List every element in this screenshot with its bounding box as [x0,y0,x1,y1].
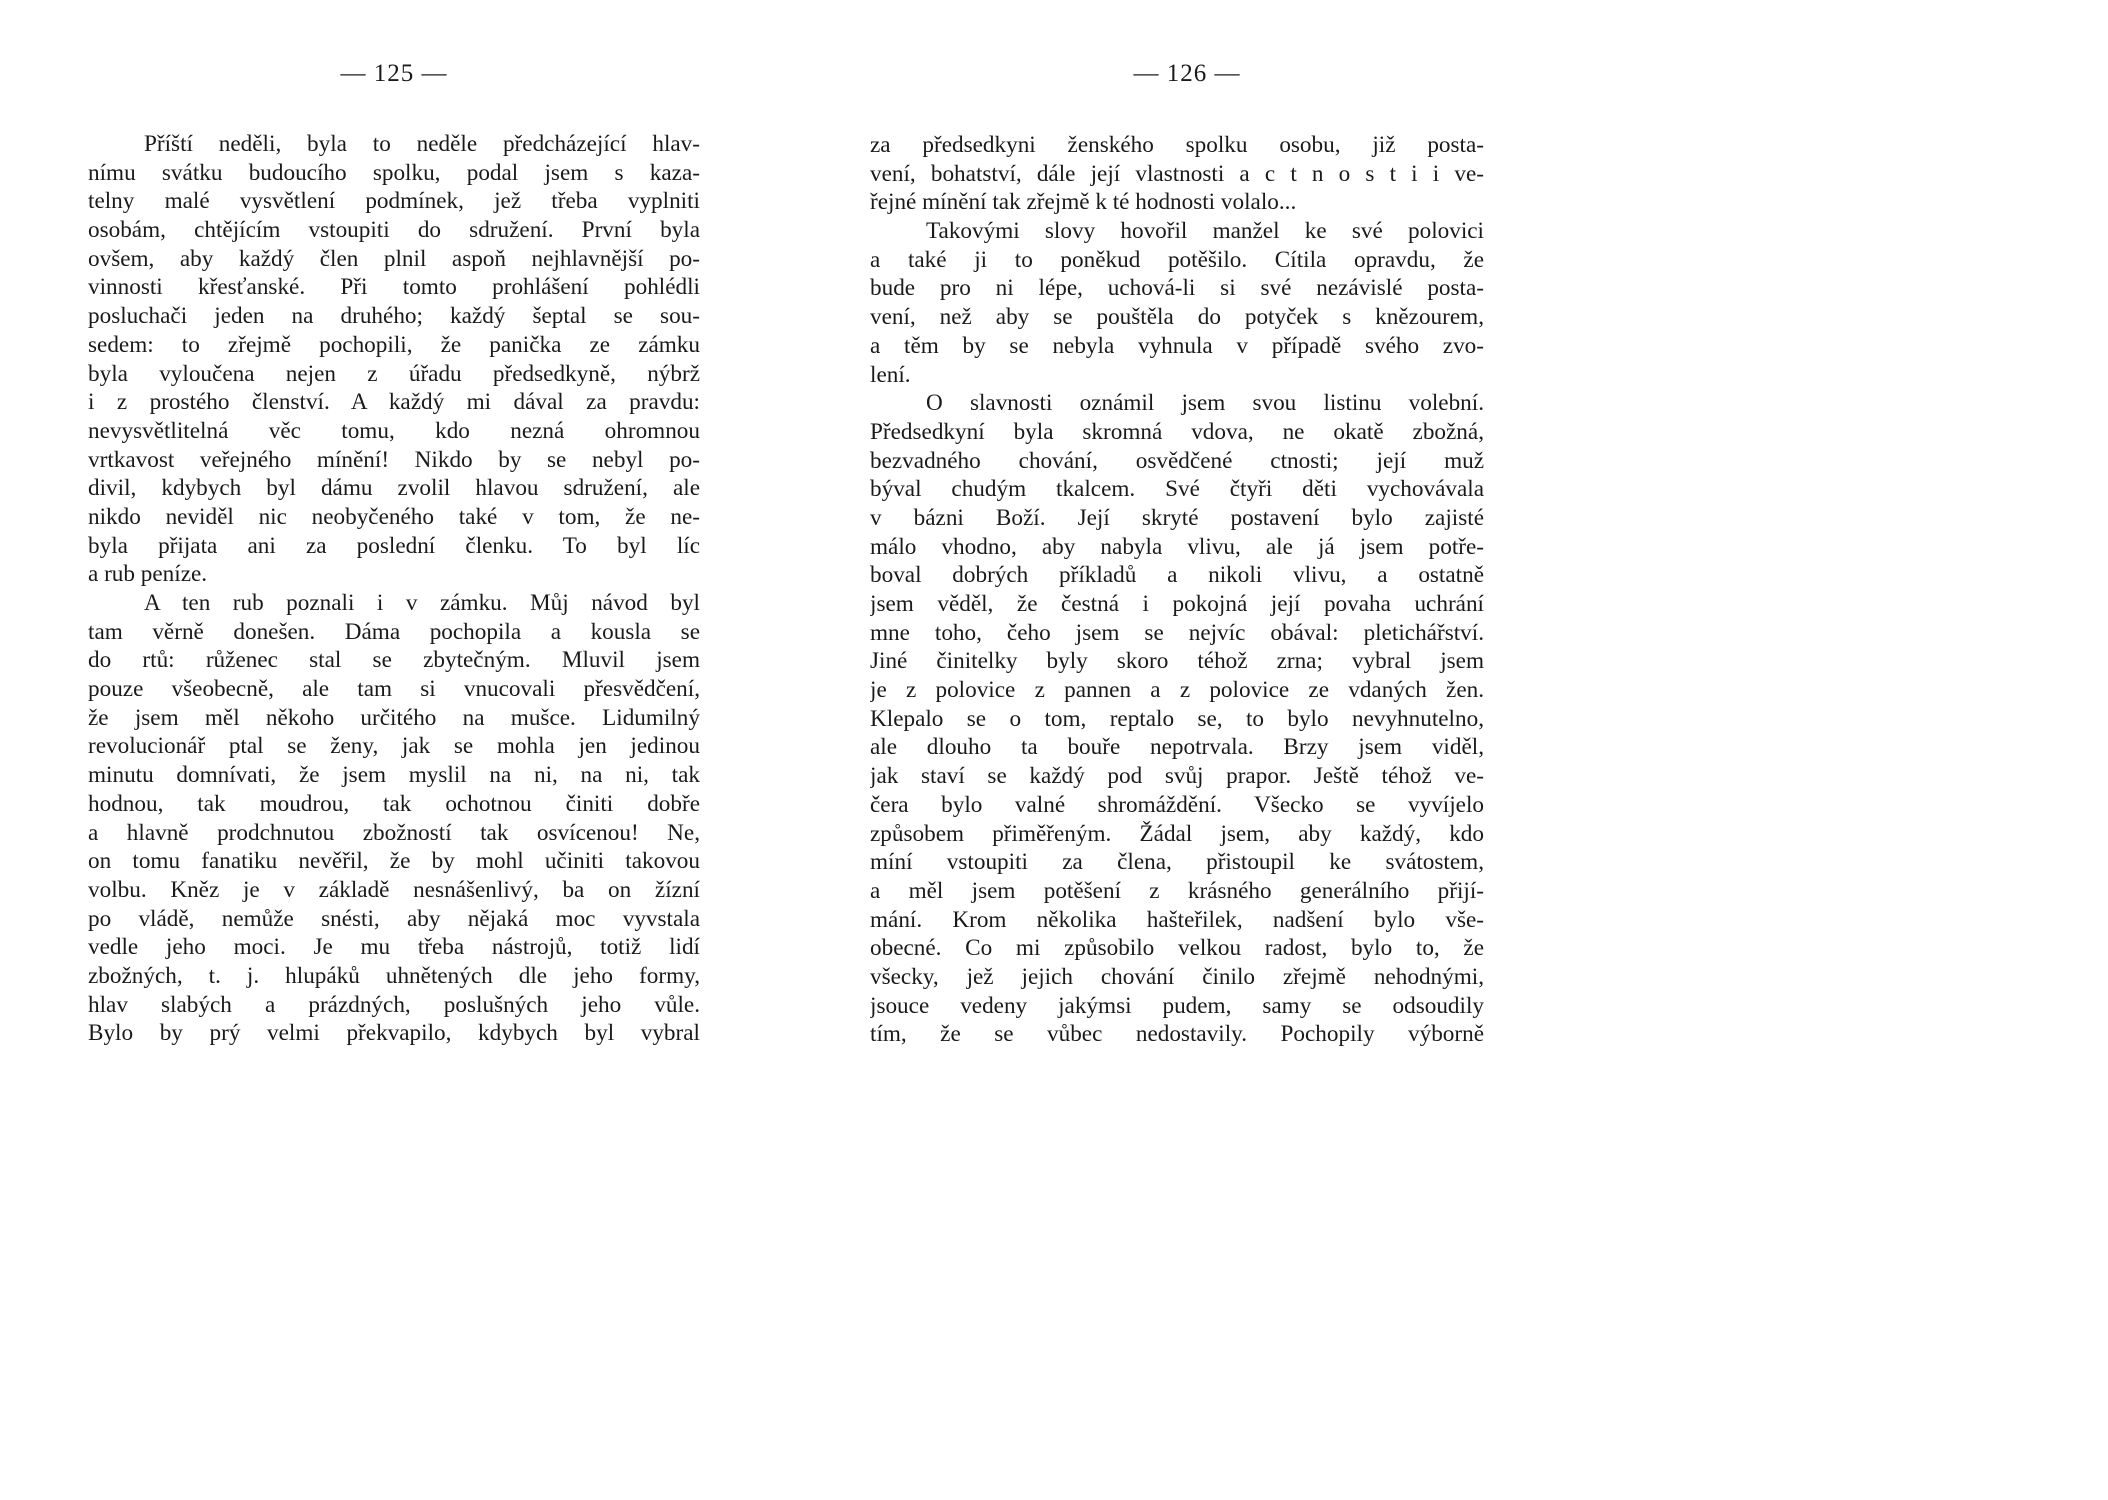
text-line: obecné. Co mi způsobilo velkou radost, bylo to, že [870,935,1484,962]
text-line: a hlavně prodchnutou zbožností tak osvícenou! Ne, [88,819,700,846]
text-line: minutu domnívati, že jsem myslil na ni, na ni, tak [88,762,700,789]
text-line: Takovými slovy hovořil manžel ke své polovici [926,218,1484,245]
text-line: jsouce vedeny jakýmsi pudem, samy se odsoudily [870,992,1484,1019]
text-line: málo vhodno, aby nabyla vlivu, ale já jsem potře- [870,533,1484,560]
text-line: čera bylo valné shromáždění. Všecko se vyvíjelo [870,791,1484,818]
text-line: telny malé vysvětlení podmínek, jež třeba vyplniti [88,188,700,215]
text-line: po vládě, nemůže snésti, aby nějaká moc vyvstala [88,905,700,932]
text-line: býval chudým tkalcem. Své čtyři děti vychovávala [870,476,1484,503]
text-line: A ten rub poznali i v zámku. Můj návod byl [144,590,700,616]
text-line: volbu. Kněz je v základě nesnášenlivý, ba on žízní [88,876,700,903]
text-line: způsobem přiměřeným. Žádal jsem, aby každý, kdo [870,820,1484,847]
text-line: hodnou, tak moudrou, tak ochotnou činiti dobře [88,790,700,817]
text-line: byla přijata ani za poslední členku. To byl líc [88,532,700,559]
text-line: hlav slabých a prázdných, poslušných jeho vůle. [88,991,700,1018]
text-line: řejné mínění tak zřejmě k té hodnosti volalo... [870,189,1297,216]
text-line: a také ji to poněkud potěšilo. Cítila opravdu, že [870,246,1484,273]
text-line: posluchači jeden na druhého; každý šeptal se sou- [88,303,700,330]
text-line: Klepalo se o tom, reptalo se, to bylo nevyhnutelno, [870,705,1484,732]
text-line: vinnosti křesťanské. Při tomto prohlášení pohlédli [88,274,700,301]
text-line: míní vstoupiti za člena, přistoupil ke svátostem, [870,849,1484,876]
text-line: mání. Krom několika hašteřilek, nadšení bylo vše- [870,906,1484,933]
text-line: všecky, jež jejich chování činilo zřejmě nehodnými, [870,963,1484,990]
text-line: že jsem měl někoho určitého na mušce. Lidumilný [88,704,700,731]
text-line: O slavnosti oznámil jsem svou listinu volební. [926,390,1484,417]
text-line: ale dlouho ta bouře nepotrvala. Brzy jsem viděl, [870,734,1484,761]
text-line: v bázni Boží. Její skryté postavení bylo zajisté [870,504,1484,531]
text-line: a měl jsem potěšení z krásného generálního přijí- [870,877,1484,904]
text-line: jak staví se každý pod svůj prapor. Ještě téhož ve- [870,763,1484,790]
text-line: nikdo neviděl nic neobyčeného také v tom, že ne- [88,503,700,530]
text-line: tam věrně donešen. Dáma pochopila a kousla se [88,618,700,645]
text-line: a těm by se nebyla vyhnula v případě svého zvo- [870,332,1484,359]
left-page-number: — 125 — [340,60,448,87]
text-line: vedle jeho moci. Je mu třeba nástrojů, totiž lidí [88,934,700,961]
text-line: jsem věděl, že čestná i pokojná její povaha uchrání [870,591,1484,617]
text-line: nímu svátku budoucího spolku, podal jsem s kaza- [88,159,700,186]
text-line: do rtů: růženec stal se zbytečným. Mluvil jsem [88,647,700,674]
text-line: a rub peníze. [88,561,208,588]
text-line: je z polovice z pannen a z polovice ze vdaných žen. [870,677,1484,704]
right-page-body [870,131,1484,1049]
text-line: ovšem, aby každý člen plnil aspoň nejhlavnější po- [88,245,700,272]
text-line: boval dobrých příkladů a nikoli vlivu, a ostatně [870,562,1484,589]
text-line: Jiné činitelky byly skoro téhož zrna; vybral jsem [870,648,1484,675]
text-line: osobám, chtějícím vstoupiti do sdružení. První byla [88,217,700,244]
text-line: sedem: to zřejmě pochopili, že panička ze zámku [88,331,700,358]
left-page [88,0,700,1100]
text-line: nevysvětlitelná věc tomu, kdo nezná ohromnou [88,417,700,444]
text-line: zbožných, t. j. hlupáků uhnětených dle jeho formy, [88,962,700,989]
text-line: vení, bohatství, dále její vlastnosti a c t n o s t i i ve- [870,160,1484,187]
text-line: bezvadného chování, osvědčené ctnosti; její muž [870,447,1484,474]
right-page-number: — 126 — [1133,60,1241,87]
text-line: za předsedkyni ženského spolku osobu, již posta- [870,132,1484,158]
text-line: Příští neděli, byla to neděle předcházející hlav- [144,131,700,157]
text-line: pouze všeobecně, ale tam si vnucovali přesvědčení, [88,676,700,703]
text-line: tím, že se vůbec nedostavily. Pochopily výborně [870,1021,1484,1048]
text-line: Předsedkyní byla skromná vdova, ne okatě zbožná, [870,418,1484,445]
text-line: bude pro ni lépe, uchová-li si své nezávislé posta- [870,275,1484,302]
right-page [870,0,1484,1100]
left-page-body [88,130,700,1048]
text-line: i z prostého členství. A každý mi dával za pravdu: [88,389,700,416]
text-line: mne toho, čeho jsem se nejvíc obával: pletichářství. [870,619,1484,646]
text-line: byla vyloučena nejen z úřadu předsedkyně, nýbrž [88,360,700,387]
text-line: Bylo by prý velmi překvapilo, kdybych byl vybral [88,1020,700,1047]
text-line: revolucionář ptal se ženy, jak se mohla jen jedinou [88,733,700,760]
text-line: vení, než aby se pouštěla do potyček s knězourem, [870,304,1484,331]
text-line: vrtkavost veřejného mínění! Nikdo by se nebyl po- [88,446,700,473]
text-line: on tomu fanatiku nevěřil, že by mohl učiniti takovou [88,848,700,875]
text-line: divil, kdybych byl dámu zvolil hlavou sdružení, ale [88,475,700,502]
text-line: lení. [870,361,911,388]
